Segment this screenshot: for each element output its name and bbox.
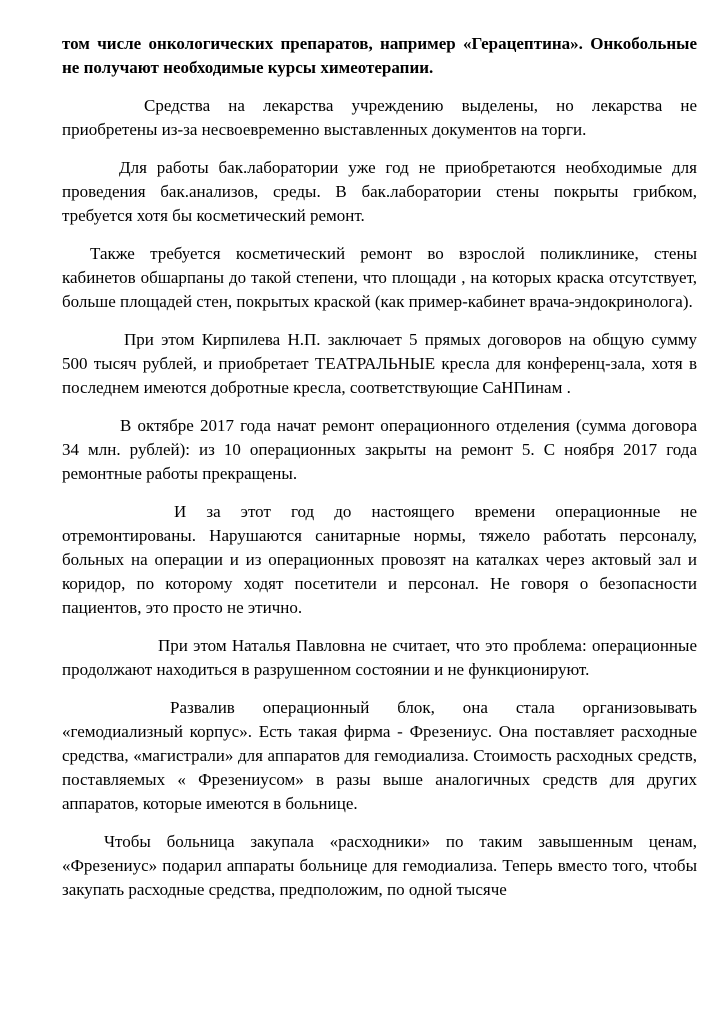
paragraph-1: том числе онкологических препаратов, например «Герацептина». Онкобольные не получают необходимые курсы химеотерапии. bbox=[62, 34, 697, 77]
paragraph-8: При этом Наталья Павловна не считает, что это проблема: операционные продолжают находиться в разрушенном состоянии и не функционируют. bbox=[62, 636, 697, 679]
paragraph-9: Развалив операционный блок, она стала организовывать «гемодиализный корпус». Есть такая фирма - Фрезениус. Она поставляет расходные средства, «магистрали» для аппаратов для гемодиализа. Стоимость расходных средств, поставляемых « Фрезениусом» в разы выше аналогичных средств для других аппаратов, которые имеются в больнице. bbox=[62, 698, 697, 813]
paragraph-7: И за этот год до настоящего времени операционные не отремонтированы. Нарушаются санитарные нормы, тяжело работать персоналу, больных на операции и из операционных провозят на каталках через актовый зал и коридор, по которому ходят посетители и персонал. Не говоря о безопасности пациентов, это просто не этично. bbox=[62, 502, 697, 617]
paragraph-4: Также требуется косметический ремонт во взрослой поликлинике, стены кабинетов обшарпаны до такой степени, что площади , на которых краска отсутствует, больше площадей стен, покрытых краской (как пример-кабинет врача-эндокринолога). bbox=[62, 244, 697, 311]
document-page bbox=[62, 32, 697, 916]
paragraph-5: При этом Кирпилева Н.П. заключает 5 прямых договоров на общую сумму 500 тысяч рублей, и приобретает ТЕАТРАЛЬНЫЕ кресла для конференц-зала, хотя в последнем имеются добротные кресла, соответствующие СаНПинам . bbox=[62, 330, 697, 397]
paragraph-3: Для работы бак.лаборатории уже год не приобретаются необходимые для проведения бак.анализов, среды. В бак.лаборатории стены покрыты грибком, требуется хотя бы косметический ремонт. bbox=[62, 158, 697, 225]
paragraph-2: Средства на лекарства учреждению выделены, но лекарства не приобретены из-за несвоевременно выставленных документов на торги. bbox=[62, 96, 697, 139]
paragraph-10: Чтобы больница закупала «расходники» по таким завышенным ценам, «Фрезениус» подарил аппараты больнице для гемодиализа. Теперь вместо того, чтобы закупать расходные средства, предположим, по одной тысяче bbox=[62, 832, 697, 899]
paragraph-6: В октябре 2017 года начат ремонт операционного отделения (сумма договора 34 млн. рублей): из 10 операционных закрыты на ремонт 5. С ноября 2017 года ремонтные работы прекращены. bbox=[62, 416, 697, 483]
